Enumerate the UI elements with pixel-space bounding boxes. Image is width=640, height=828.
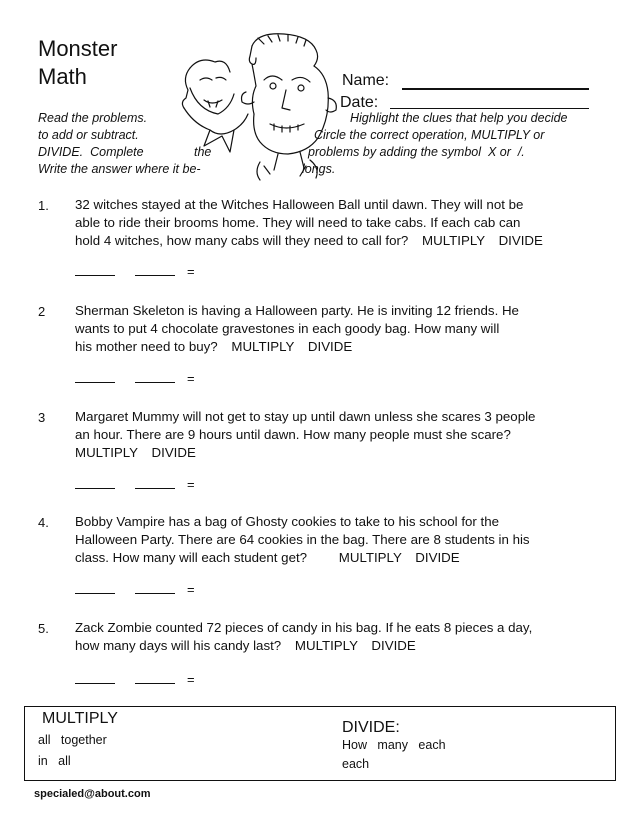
question-1-number: 1. xyxy=(38,198,49,213)
question-1-blank-2[interactable] xyxy=(135,264,175,276)
question-3-divide-option[interactable]: DIVIDE xyxy=(151,445,196,460)
question-4-number: 4. xyxy=(38,515,49,530)
question-2-multiply-option[interactable]: MULTIPLY xyxy=(231,339,295,354)
question-4 xyxy=(75,513,600,567)
question-5-line-2: how many days will his candy last? xyxy=(75,638,282,653)
question-5-answer xyxy=(75,672,195,687)
question-2-line-2: wants to put 4 chocolate gravestones in each goody bag. How many will xyxy=(75,321,500,336)
question-1-divide-option[interactable]: DIVIDE xyxy=(498,233,543,248)
question-2-line-1: Sherman Skeleton is having a Halloween party. He is inviting 12 friends. He xyxy=(75,303,519,318)
question-1-line-2: able to ride their brooms home. They will need to take cabs. If each cab can xyxy=(75,215,521,230)
question-2-number: 2 xyxy=(38,304,46,319)
question-2 xyxy=(75,302,600,356)
instructions-left-4: Write the answer where it be- xyxy=(38,162,201,176)
question-1-answer xyxy=(75,264,195,279)
title-line-1: Monster xyxy=(38,36,118,61)
question-5-blank-2[interactable] xyxy=(135,672,175,684)
question-3-blank-2[interactable] xyxy=(135,477,175,489)
instructions-left-2: to add or subtract. xyxy=(38,128,139,142)
question-5-line-1: Zack Zombie counted 72 pieces of candy in his bag. If he eats 8 pieces a day, xyxy=(75,620,533,635)
key-divide-word-2: each xyxy=(342,757,370,771)
question-1-line-3: hold 4 witches, how many cabs will they need to call for? xyxy=(75,233,409,248)
question-1 xyxy=(75,196,600,250)
question-4-divide-option[interactable]: DIVIDE xyxy=(415,550,460,565)
question-2-blank-2[interactable] xyxy=(135,371,175,383)
question-4-line-2: Halloween Party. There are 64 cookies in the bag. There are 8 students in his xyxy=(75,532,530,547)
key-multiply-word-1: all together xyxy=(38,733,107,747)
question-2-divide-option[interactable]: DIVIDE xyxy=(307,339,353,354)
question-2-equals: = xyxy=(187,371,195,386)
question-1-blank-1[interactable] xyxy=(75,264,115,276)
question-5-line-2-row xyxy=(75,637,600,655)
question-4-line-3-row xyxy=(75,549,600,567)
instructions-left-1: Read the problems. xyxy=(38,111,148,125)
question-5-equals: = xyxy=(187,672,195,687)
key-multiply-heading: MULTIPLY xyxy=(42,710,118,727)
question-4-multiply-option[interactable]: MULTIPLY xyxy=(338,550,402,565)
question-4-line-3: class. How many will each student get? xyxy=(75,550,308,565)
question-3-equals: = xyxy=(187,477,195,492)
question-3-line-1: Margaret Mummy will not get to stay up until dawn unless she scares 3 people xyxy=(75,409,536,424)
question-4-blank-1[interactable] xyxy=(75,582,115,594)
date-field[interactable] xyxy=(390,108,589,109)
question-3-line-2: an hour. There are 9 hours until dawn. How many people must she scare? xyxy=(75,427,511,442)
question-5 xyxy=(75,619,600,655)
title-line-2: Math xyxy=(38,64,87,89)
question-5-blank-1[interactable] xyxy=(75,672,115,684)
name-label: Name: xyxy=(342,72,390,89)
question-1-equals: = xyxy=(187,264,195,279)
instructions-right-4: longs. xyxy=(302,162,336,176)
question-1-line-1: 32 witches stayed at the Witches Halloween Ball until dawn. They will not be xyxy=(75,197,524,212)
question-4-blank-2[interactable] xyxy=(135,582,175,594)
date-label: Date: xyxy=(340,94,379,111)
key-divide-heading: DIVIDE: xyxy=(342,719,400,736)
question-2-blank-1[interactable] xyxy=(75,371,115,383)
instructions-right-2: Circle the correct operation, MULTIPLY or xyxy=(314,128,545,142)
question-3 xyxy=(75,408,600,462)
question-3-multiply-option[interactable]: MULTIPLY xyxy=(75,445,138,460)
question-4-line-1: Bobby Vampire has a bag of Ghosty cookies to take to his school for the xyxy=(75,514,500,529)
question-4-answer xyxy=(75,582,195,597)
question-4-equals: = xyxy=(187,582,195,597)
question-3-blank-1[interactable] xyxy=(75,477,115,489)
key-divide-word-1: How many each xyxy=(342,738,446,752)
question-3-answer xyxy=(75,477,195,492)
instructions-left-the: the xyxy=(194,145,212,159)
question-5-divide-option[interactable]: DIVIDE xyxy=(371,638,416,653)
question-5-multiply-option[interactable]: MULTIPLY xyxy=(294,638,358,653)
question-1-line-3-row xyxy=(75,232,600,250)
instructions-right-3: problems by adding the symbol X or /. xyxy=(308,145,525,159)
footer-email: specialed@about.com xyxy=(34,788,151,800)
key-multiply-word-2: in all xyxy=(38,754,71,768)
instructions-left-3: DIVIDE. Complete xyxy=(38,145,144,159)
question-3-number: 3 xyxy=(38,410,46,425)
question-2-line-3: his mother need to buy? xyxy=(75,339,218,354)
question-5-number: 5. xyxy=(38,621,49,636)
question-2-line-3-row xyxy=(75,338,600,356)
question-2-answer xyxy=(75,371,195,386)
name-field[interactable] xyxy=(402,88,589,90)
question-3-line-3-row xyxy=(75,444,600,462)
question-1-multiply-option[interactable]: MULTIPLY xyxy=(422,233,485,248)
instructions-right-1: Highlight the clues that help you decide xyxy=(350,111,568,125)
